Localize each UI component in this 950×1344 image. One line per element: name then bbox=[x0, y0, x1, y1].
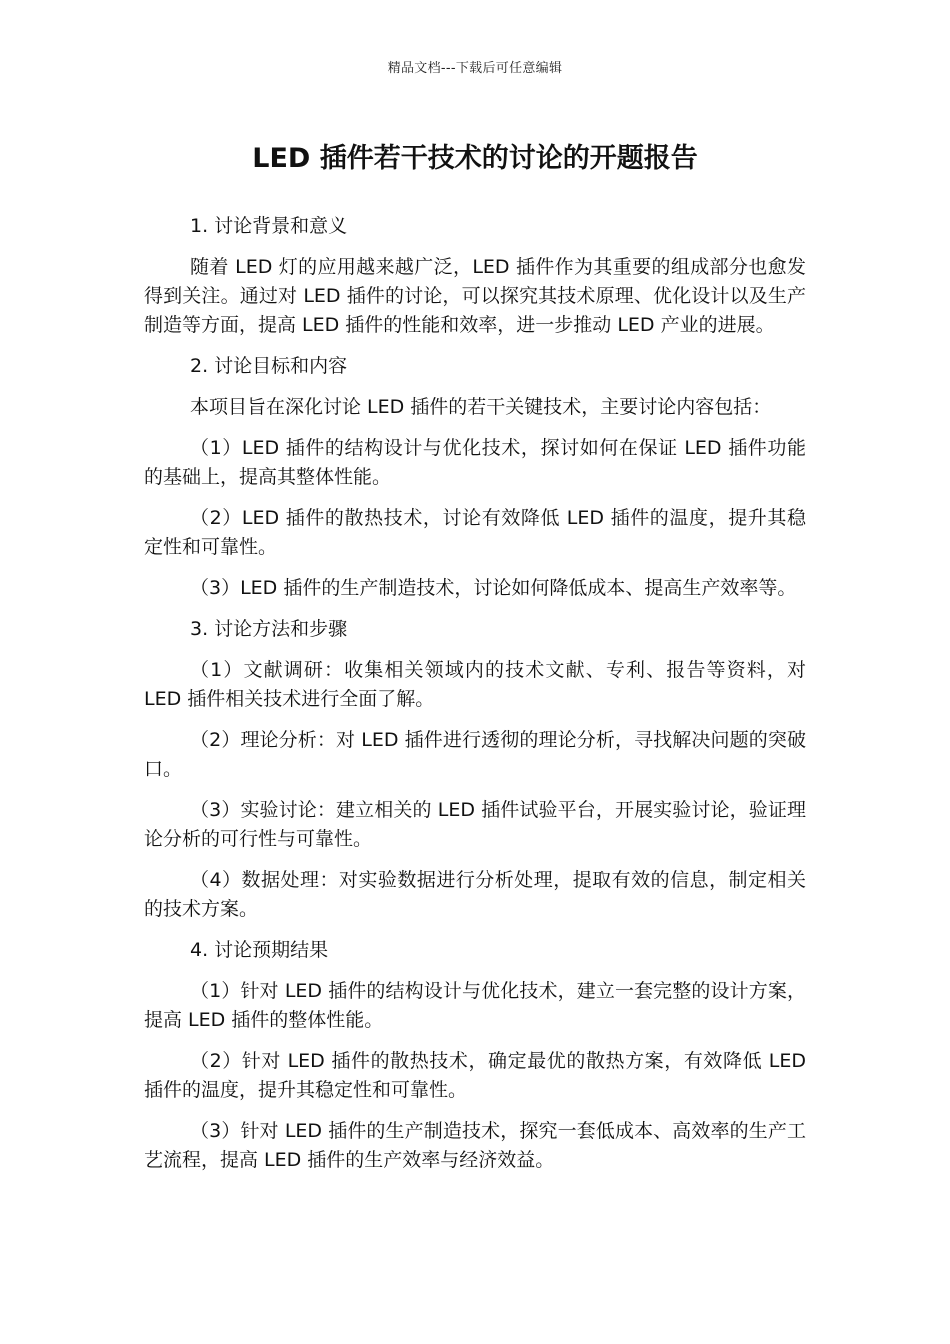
list-item: （1）文献调研：收集相关领域内的技术文献、专利、报告等资料，对 LED 插件相关技术进行全面了解。 bbox=[144, 659, 806, 710]
list-item: （1）LED 插件的结构设计与优化技术，探讨如何在保证 LED 插件功能的基础上，提高其整体性能。 bbox=[144, 437, 806, 488]
paragraph: 随着 LED 灯的应用越来越广泛，LED 插件作为其重要的组成部分也愈发得到关注。通过对 LED 插件的讨论，可以探究其技术原理、优化设计以及生产制造等方面，提高 LED 插件的性能和效率，进一步推动 LED 产业的进展。 bbox=[144, 256, 806, 336]
list-item: （3）LED 插件的生产制造技术，讨论如何降低成本、提高生产效率等。 bbox=[190, 577, 797, 599]
list-item: （2）LED 插件的散热技术，讨论有效降低 LED 插件的温度，提升其稳定性和可靠性。 bbox=[144, 507, 806, 558]
section-heading: 2. 讨论目标和内容 bbox=[190, 355, 348, 377]
document-body bbox=[144, 212, 806, 1187]
list-item: （3）针对 LED 插件的生产制造技术，探究一套低成本、高效率的生产工艺流程，提高 LED 插件的生产效率与经济效益。 bbox=[144, 1120, 806, 1171]
section-heading: 3. 讨论方法和步骤 bbox=[190, 618, 348, 640]
list-item: （1）针对 LED 插件的结构设计与优化技术，建立一套完整的设计方案，提高 LED 插件的整体性能。 bbox=[144, 980, 806, 1031]
list-item: （3）实验讨论：建立相关的 LED 插件试验平台，开展实验讨论，验证理论分析的可行性与可靠性。 bbox=[144, 799, 806, 850]
document-title: LED 插件若干技术的讨论的开题报告 bbox=[252, 143, 698, 174]
section-heading: 4. 讨论预期结果 bbox=[190, 939, 329, 961]
list-item: （2）针对 LED 插件的散热技术，确定最优的散热方案，有效降低 LED 插件的温度，提升其稳定性和可靠性。 bbox=[144, 1050, 806, 1101]
section-heading: 1. 讨论背景和意义 bbox=[190, 215, 348, 237]
list-item: （2）理论分析：对 LED 插件进行透彻的理论分析，寻找解决问题的突破口。 bbox=[144, 729, 806, 780]
list-item: （4）数据处理：对实验数据进行分析处理，提取有效的信息，制定相关的技术方案。 bbox=[144, 869, 806, 920]
header-note: 精品文档---下载后可任意编辑 bbox=[387, 61, 563, 76]
paragraph: 本项目旨在深化讨论 LED 插件的若干关键技术，主要讨论内容包括： bbox=[190, 396, 772, 418]
